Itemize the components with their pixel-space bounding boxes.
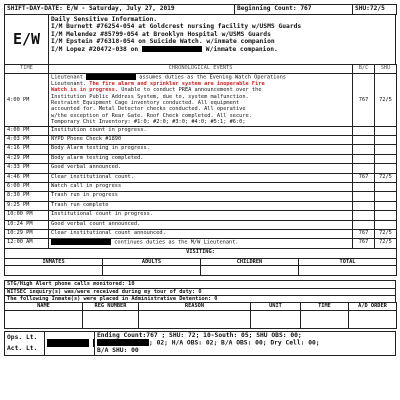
event-rows xyxy=(5,126,397,239)
event-time: 12:00 AM xyxy=(5,239,49,248)
detention-cell xyxy=(301,310,349,328)
event-line: Institution Public Address System, due to, system malfunction. xyxy=(51,93,249,100)
ops-lt-label: Ops. Lt. xyxy=(7,334,38,342)
event-time: 8:30 PM xyxy=(5,192,49,201)
event-text: Institutional count in progress. xyxy=(49,211,353,220)
sensitive-title: Daily Sensitive Information. xyxy=(51,15,158,23)
col-unit: UNIT xyxy=(251,303,301,310)
event-bc xyxy=(353,164,375,173)
col-ad-order: A/D ORDER xyxy=(349,303,397,310)
event-row xyxy=(5,154,397,163)
visiting-adults: ADULTS xyxy=(103,258,201,265)
event-shu xyxy=(375,126,397,135)
text-fragment: Lieutenant xyxy=(51,74,83,81)
event-row xyxy=(5,126,397,135)
event-row xyxy=(5,145,397,154)
event-time: 6:00 PM xyxy=(5,182,49,191)
event-shu xyxy=(375,192,397,201)
notes-table xyxy=(4,280,396,303)
redaction-box xyxy=(47,339,89,347)
event-bc: 767 xyxy=(353,239,375,248)
event-text: Watch call in progress xyxy=(49,182,353,191)
event-time: 4:00 PM xyxy=(5,126,49,135)
event-row xyxy=(5,211,397,220)
col-shu: SHU xyxy=(375,64,397,73)
event-bc xyxy=(353,136,375,145)
detention-table xyxy=(4,302,397,328)
event-text: Trash run in progress xyxy=(49,192,353,201)
event-bc xyxy=(353,192,375,201)
visiting-children: CHILDREN xyxy=(201,258,299,265)
ending-count-line-2 xyxy=(95,339,396,347)
col-reg-number: REG NUMBER xyxy=(83,303,139,310)
event-row xyxy=(5,136,397,145)
event-bc: 767 xyxy=(353,173,375,182)
col-reason: REASON xyxy=(139,303,251,310)
event-shu xyxy=(375,201,397,210)
col-time: TIME xyxy=(301,303,349,310)
event-shu xyxy=(375,220,397,229)
sensitive-line-1: I/M Burnett #76254-054 at Goldcrest nursing facility w/USMS Guards xyxy=(51,23,302,31)
event-bc xyxy=(353,211,375,220)
signature-redaction xyxy=(45,331,95,355)
col-time: TIME xyxy=(5,64,49,73)
event-shu: 72/5 xyxy=(375,229,397,238)
event-bc: 767 xyxy=(353,73,375,126)
event-time: 10:24 PM xyxy=(5,220,49,229)
event-line: Restraint Equipment Cage inventory conducted. All equipment xyxy=(51,100,240,107)
ending-count-line-1: Ending Count:767 ; SHU: 72; 10-South: 05; SHU OBS: 00; xyxy=(95,331,396,339)
event-bc xyxy=(353,220,375,229)
lt-labels xyxy=(5,331,45,355)
act-lt-label: Act. Lt. xyxy=(7,345,38,353)
watch-log-page xyxy=(4,4,396,396)
alert-text: Watch is in progress. xyxy=(51,87,118,94)
event-text: Body Alarm testing in progress. xyxy=(49,145,353,154)
witsec-note: WITSEC inquiry(s) was/were received during my tour of duty: 0 xyxy=(5,288,396,295)
shu-count: SHU:72/5 xyxy=(353,5,397,15)
event-text: Body alarm testing completed. xyxy=(49,154,353,163)
event-bc xyxy=(353,126,375,135)
event-shu: 72/5 xyxy=(375,239,397,248)
event-line: accounted for. Metal Detector checks conducted. All operative xyxy=(51,106,246,113)
event-row xyxy=(5,201,397,210)
event-text: Good verbal count announced. xyxy=(49,220,353,229)
sensitive-line-4 xyxy=(51,46,393,54)
event-bc xyxy=(353,201,375,210)
visiting-cell xyxy=(5,266,103,276)
redaction-box xyxy=(97,339,149,346)
sensitive-info xyxy=(49,14,396,64)
event-shu: 72/5 xyxy=(375,73,397,126)
event-shu xyxy=(375,136,397,145)
visiting-cell xyxy=(201,266,299,276)
event-line: w/the exception of Rear Gate. Roof Check completed. All secure. xyxy=(51,112,252,119)
event-line: Temporary Chit Inventory: #1:0; #2:0; #3:0; #4:0; #5:1; #6:0; xyxy=(51,119,246,126)
event-bc xyxy=(353,154,375,163)
col-events: CHRONOLOGICAL EVENTS xyxy=(49,64,353,73)
ending-count-line-3: B/A SHU: 00 xyxy=(95,347,396,355)
sensitive-line-2: I/M Melendez #85799-054 at Brooklyn Hospital w/USMS Guards xyxy=(51,30,271,38)
event-time: 10:00 PM xyxy=(5,211,49,220)
sensitive-info-table xyxy=(4,14,396,65)
lopez-suffix: W/inmate companion. xyxy=(205,45,278,53)
event-row xyxy=(5,192,397,201)
text-fragment: ; 02; H/A OBS: 02; B/A OBS: 00; Dry Cell: 00; xyxy=(149,339,320,347)
event-row xyxy=(5,164,397,173)
detention-cell xyxy=(139,310,251,328)
col-bc: B/C xyxy=(353,64,375,73)
event-text: Institution count in progress. xyxy=(49,126,353,135)
event-time: 4:46 PM xyxy=(5,173,49,182)
text-fragment: Unable to conduct PREA announcement over the xyxy=(121,87,262,94)
footer-table xyxy=(4,331,396,356)
alert-text: The fire alarm and sprinkler system are inoperable Fire xyxy=(89,80,265,87)
beginning-count: Beginning Count: 767 xyxy=(235,5,353,15)
event-shu: 72/5 xyxy=(375,173,397,182)
event-bc: 767 xyxy=(353,229,375,238)
visiting-title: VISITING: xyxy=(5,248,397,258)
event-row xyxy=(5,229,397,238)
event-bc xyxy=(353,182,375,191)
text-fragment: assumes duties as the Evening Watch Operations xyxy=(139,74,286,81)
event-text: Good verbal announced. xyxy=(49,164,353,173)
main-event-text xyxy=(49,73,353,126)
admin-detention-note: The following Inmate(s) were placed in Administrative Detention: 0 xyxy=(5,295,396,302)
visiting-cell xyxy=(103,266,201,276)
event-time: 10:29 PM xyxy=(5,229,49,238)
event-shu xyxy=(375,211,397,220)
event-text: Clear institutional count. xyxy=(49,173,353,182)
stg-note: STG/High Alert phone calls monitored: 10 xyxy=(5,281,396,288)
detention-cell xyxy=(5,310,83,328)
detention-cell xyxy=(251,310,301,328)
event-shu xyxy=(375,164,397,173)
event-text: Clear institutional count announced. xyxy=(49,229,353,238)
shift-day-date: SHIFT-DAY-DATE: E/W - Saturday, July 27, 2019 xyxy=(5,5,235,15)
sensitive-line-3: I/M Epstein #76318-054 on Suicide Watch. w/inmate companion xyxy=(51,38,275,46)
event-time: 4:03 PM xyxy=(5,136,49,145)
redaction-box xyxy=(51,239,111,245)
event-row xyxy=(5,173,397,182)
col-name: NAME xyxy=(5,303,83,310)
event-row xyxy=(5,182,397,191)
event-time: 4:29 PM xyxy=(5,154,49,163)
text-fragment: Lieutenant. xyxy=(51,80,87,87)
lopez-prefix: I/M Lopez #20472-038 on xyxy=(51,45,139,53)
visiting-table xyxy=(4,248,397,276)
visiting-cell xyxy=(299,266,397,276)
detention-cell xyxy=(83,310,139,328)
event-row xyxy=(5,220,397,229)
event-text: Trash run complete xyxy=(49,201,353,210)
event-text: NYPD Phone Check #1890 xyxy=(49,136,353,145)
ew-label: E/W xyxy=(5,14,49,64)
detention-cell xyxy=(349,310,397,328)
event-shu xyxy=(375,154,397,163)
visiting-inmates: INMATES xyxy=(5,258,103,265)
events-table xyxy=(4,64,397,249)
redaction-box xyxy=(86,74,136,80)
redaction-box xyxy=(142,46,202,52)
text-fragment: continues duties as the M/W Lieutenant. xyxy=(114,239,239,246)
event-time: 9:25 PM xyxy=(5,201,49,210)
visiting-total: TOTAL xyxy=(299,258,397,265)
event-time: 4:33 PM xyxy=(5,164,49,173)
event-shu xyxy=(375,182,397,191)
event-time: 4:00 PM xyxy=(5,73,49,126)
event-bc xyxy=(353,145,375,154)
event-time: 4:16 PM xyxy=(5,145,49,154)
event-shu xyxy=(375,145,397,154)
